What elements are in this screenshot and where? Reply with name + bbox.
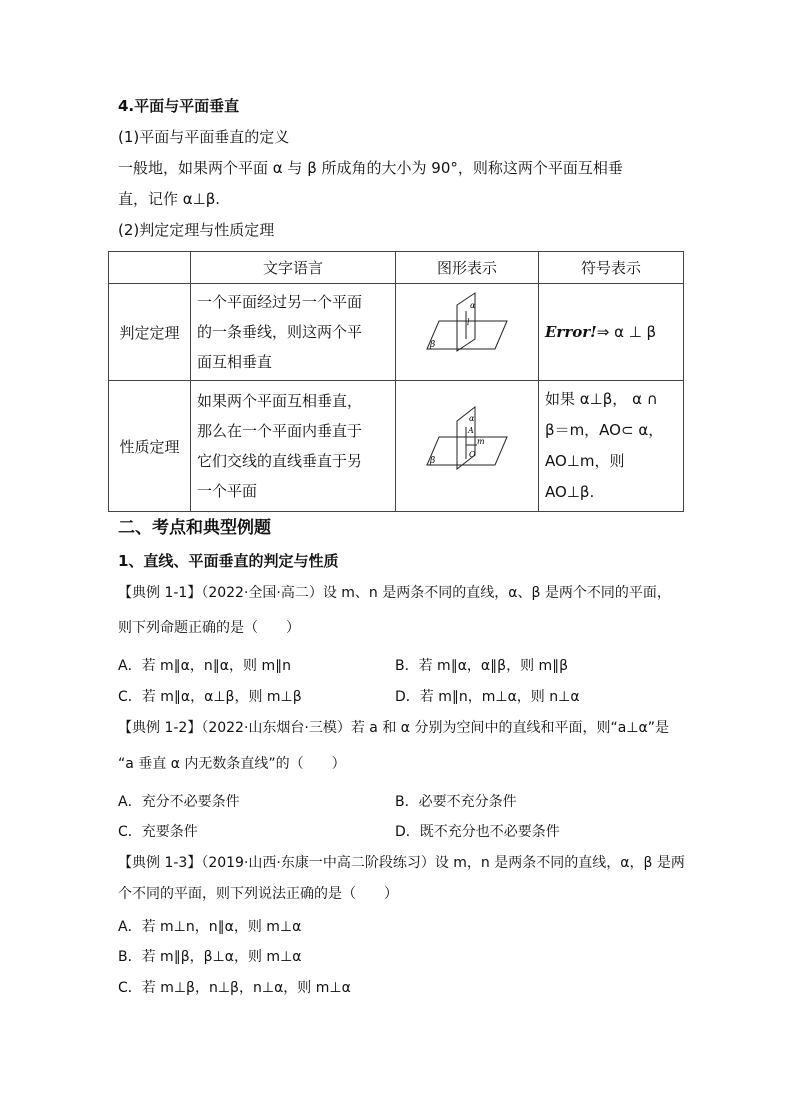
property-text-line: 它们交线的直线垂直于另 xyxy=(197,452,363,470)
fig-label-A: A xyxy=(468,426,474,435)
property-text-line: 如果两个平面互相垂直， xyxy=(197,392,363,410)
property-text xyxy=(191,381,396,512)
judgement-text-line: 一个平面经过另一个平面 xyxy=(197,293,363,311)
perpendicular-planes-property-diagram xyxy=(417,399,517,489)
example-1-2-stem-2: “a 垂直 α 内无数条直线”的（ ） xyxy=(118,756,346,772)
definition-line-1: 一般地，如果两个平面 α 与 β 所成角的大小为 90°，则称这两个平面互相垂 xyxy=(118,159,623,177)
section-heading: 二、考点和典型例题 xyxy=(118,518,271,538)
property-text-line: 那么在一个平面内垂直于 xyxy=(197,422,363,440)
example-1-1-option-a: A．若 m∥α，n∥α，则 m∥n xyxy=(118,658,291,674)
judgement-text-line: 面互相垂直 xyxy=(197,353,273,371)
judgement-symbol xyxy=(539,284,684,381)
table-header-figure: 图形表示 xyxy=(396,252,539,284)
example-1-3-stem-2: 个不同的平面，则下列说法正确的是（ ） xyxy=(118,886,398,902)
judgement-text xyxy=(191,284,396,381)
example-1-3-option-c: C．若 m⊥β，n⊥β，n⊥α，则 m⊥α xyxy=(118,980,351,996)
perpendicular-planes-diagram xyxy=(417,291,517,369)
example-1-3-option-b: B．若 m∥β，β⊥α，则 m⊥α xyxy=(118,949,302,965)
example-1-2-stem-1: 【典例 1-2】（2022·山东烟台·三模）若 a 和 α 分别为空间中的直线和平面，则“a⊥α”是 xyxy=(118,720,669,736)
theorem-table xyxy=(108,251,684,512)
topic-heading: 1、直线、平面垂直的判定与性质 xyxy=(118,552,339,570)
example-1-1-option-c: C．若 m∥α，α⊥β，则 m⊥β xyxy=(118,689,302,705)
table-header-empty xyxy=(109,252,191,284)
example-1-2-option-a: A．充分不必要条件 xyxy=(118,794,240,810)
fig-label-l: l xyxy=(467,318,470,327)
fig-label-O: O xyxy=(469,450,476,459)
property-symbol-line: AO⊥β. xyxy=(545,483,595,501)
example-1-2-option-b: B．必要不充分条件 xyxy=(395,794,517,810)
judgement-symbol-rest: ⇒ α ⊥ β xyxy=(596,322,657,341)
property-text-line: 一个平面 xyxy=(197,482,258,500)
row-label-property: 性质定理 xyxy=(109,381,191,512)
fig-label-m: m xyxy=(477,437,485,446)
fig-label-alpha: α xyxy=(469,414,475,423)
example-1-2-option-d: D．既不充分也不必要条件 xyxy=(395,824,560,840)
property-symbol-line: AO⊥m，则 xyxy=(545,452,625,470)
subsection-theorems: (2)判定定理与性质定理 xyxy=(118,221,275,239)
property-symbol-line: 如果 α⊥β， α ∩ xyxy=(545,390,658,408)
example-1-1-option-b: B．若 m∥α，α∥β，则 m∥β xyxy=(395,658,569,674)
example-1-3-option-a: A．若 m⊥n，n∥α，则 m⊥α xyxy=(118,919,302,935)
property-symbol-line: β＝m，AO⊂ α， xyxy=(545,421,664,439)
fig-label-beta: β xyxy=(430,456,436,466)
definition-line-2: 直，记作 α⊥β. xyxy=(118,190,221,208)
judgement-figure xyxy=(396,284,539,381)
row-label-judgement: 判定定理 xyxy=(109,284,191,381)
table-row-property xyxy=(109,381,684,512)
section-title: 4.平面与平面垂直 xyxy=(118,97,240,115)
property-figure xyxy=(396,381,539,512)
table-row-judgement xyxy=(109,284,684,381)
property-symbol xyxy=(539,381,684,512)
example-1-1-option-d: D．若 m∥n，m⊥α，则 n⊥α xyxy=(395,689,580,705)
error-text: Error! xyxy=(545,322,597,341)
fig-label-alpha: α xyxy=(470,301,476,310)
example-1-2-option-c: C．充要条件 xyxy=(118,824,198,840)
example-1-1-stem-2: 则下列命题正确的是（ ） xyxy=(118,620,300,636)
table-header-text: 文字语言 xyxy=(191,252,396,284)
table-header-symbol: 符号表示 xyxy=(539,252,684,284)
table-header-row xyxy=(109,252,684,284)
fig-label-beta: β xyxy=(430,340,436,350)
example-1-1-stem-1: 【典例 1-1】（2022·全国·高二）设 m、n 是两条不同的直线，α、β 是两个不同的平面， xyxy=(118,585,671,601)
example-1-3-stem-1: 【典例 1-3】（2019·山西·东康一中高二阶段练习）设 m，n 是两条不同的直线，α，β 是两 xyxy=(118,855,685,871)
judgement-text-line: 的一条垂线，则这两个平 xyxy=(197,323,363,341)
subsection-definition: (1)平面与平面垂直的定义 xyxy=(118,128,290,146)
